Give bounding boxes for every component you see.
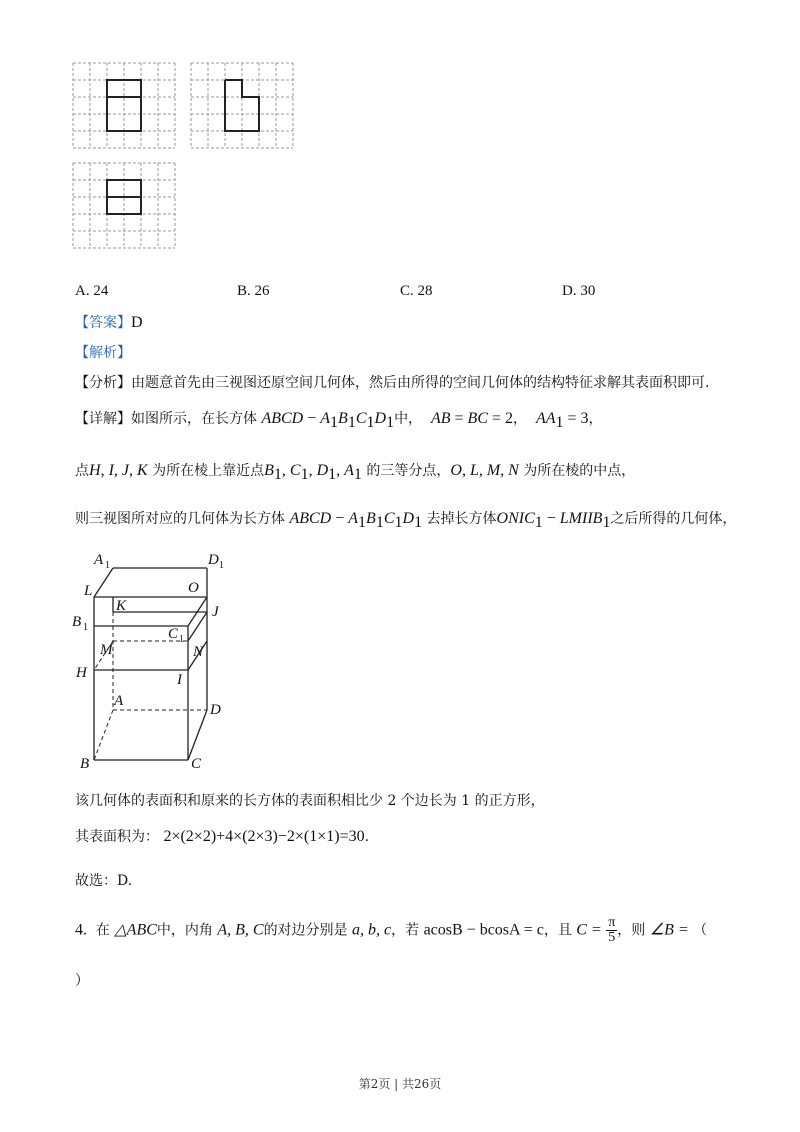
analysis-line: 【分析】由题意首先由三视图还原空间几何体，然后由所得的空间几何体的结构特征求解其表面积即可. bbox=[75, 375, 710, 391]
label-d1: D bbox=[208, 552, 219, 568]
svg-text:1: 1 bbox=[105, 560, 110, 571]
cuboid-figure bbox=[70, 550, 240, 775]
svg-text:1: 1 bbox=[179, 634, 184, 645]
analysis-heading: 【解析】 bbox=[75, 345, 131, 361]
label-d: D bbox=[210, 702, 221, 718]
label-o: O bbox=[188, 580, 199, 596]
final-choice: 故选：D. bbox=[75, 873, 133, 889]
label-m: M bbox=[100, 642, 113, 658]
label-l: L bbox=[84, 583, 93, 599]
option-b[interactable]: B. 26 bbox=[237, 283, 270, 299]
conclusion-2: 其表面积为： 2×(2×2)+4×(2×3)−2×(1×1)=30. bbox=[75, 828, 370, 845]
answer-line bbox=[75, 312, 143, 332]
question-4-paren: ） bbox=[75, 973, 89, 989]
label-n: N bbox=[193, 644, 204, 660]
label-j: J bbox=[212, 604, 219, 620]
answer-tag: 【答案】 bbox=[75, 315, 131, 331]
option-a[interactable]: A. 24 bbox=[75, 283, 109, 299]
label-c: C bbox=[191, 756, 202, 772]
front-view bbox=[70, 60, 180, 155]
label-a1: A bbox=[94, 552, 104, 568]
question-4: 4. 在 △ABC中，内角 A, B, C的对边分别是 a, b, c，若 acosB − bcosA = c，且 C = $\frac{\pi}{5}$ ，则 ∠B = （ bbox=[75, 915, 708, 945]
svg-text:1: 1 bbox=[83, 622, 88, 633]
option-d[interactable]: D. 30 bbox=[562, 283, 596, 299]
detail-line-2: 点H, I, J, K 为所在棱上靠近点$B_1$, $C_1$, $D_1$, $A_1$ 的三等分点，O, L, M, N 为所在棱的中点， bbox=[75, 462, 636, 483]
label-k: K bbox=[116, 598, 127, 614]
top-view bbox=[70, 160, 180, 255]
detail-line-3: 则三视图所对应的几何体为长方体 ABCD − $A_1B_1C_1D_1$ 去掉长方体$ONIC_1$ − $LMIIB_1$之后所得的几何体， bbox=[75, 510, 737, 531]
page-footer: 第2页 | 共26页 bbox=[358, 1077, 442, 1091]
svg-text:1: 1 bbox=[219, 560, 224, 571]
side-view bbox=[188, 60, 298, 155]
label-i: I bbox=[177, 672, 182, 688]
label-h: H bbox=[76, 665, 87, 681]
label-b: B bbox=[80, 756, 90, 772]
option-c[interactable]: C. 28 bbox=[400, 283, 433, 299]
answer-value: D bbox=[131, 314, 143, 331]
conclusion-1: 该几何体的表面积和原来的长方体的表面积相比少 2 个边长为 1 的正方形， bbox=[75, 793, 545, 809]
detail-line-1: 【详解】如图所示，在长方体 ABCD − $A_1B_1C_1D_1$中， AB = BC = 2， $AA_1 = 3$， bbox=[75, 410, 603, 431]
label-a: A bbox=[114, 693, 124, 709]
label-b1: B bbox=[72, 614, 82, 630]
label-c1: C bbox=[168, 626, 179, 642]
